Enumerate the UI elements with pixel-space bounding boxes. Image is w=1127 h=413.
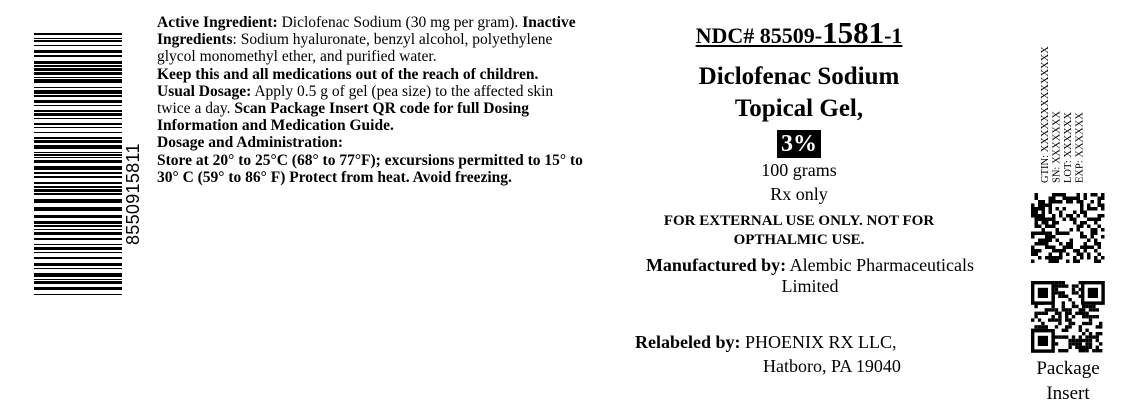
usual-dosage-label: Usual Dosage: <box>157 82 252 100</box>
active-ingredient-label: Active Ingredient: <box>157 14 278 31</box>
inactive-ingredients-label: Inactive Ingredients <box>157 14 576 49</box>
relabeler: Relabeled by: PHOENIX RX LLC, Hatboro, PA 19040 <box>635 332 901 376</box>
label-info-column <box>157 14 589 186</box>
package-insert-label: Package Insert <box>1036 358 1100 404</box>
scan-insert-text: Scan Package Insert QR code for full Dosing Information and Medication Guide. <box>157 100 529 135</box>
package-insert-qr-code <box>1031 281 1105 353</box>
datamatrix-code <box>1031 193 1105 263</box>
administration-heading: Dosage and Administration: <box>157 134 344 152</box>
strength-badge: 3% <box>777 130 821 158</box>
serialization-info <box>1040 5 1088 183</box>
lot-text: LOT: XXXXXX <box>1063 112 1074 183</box>
expiry-text: EXP: XXXXXX <box>1074 112 1086 183</box>
inactive-ingredients-text: : Sodium hyaluronate, benzyl alcohol, polyethylene glycol monomethyl ether, and purified water. <box>157 31 553 66</box>
ingredients-paragraph <box>157 14 589 66</box>
usual-dosage-paragraph <box>157 83 589 135</box>
usual-dosage-text: Apply 0.5 g of gel (pea size) to the affected skin twice a day. <box>157 82 554 118</box>
serial-number-text: SN: XXXXXXX <box>1051 110 1063 183</box>
barcode <box>34 33 122 299</box>
rx-only: Rx only <box>770 184 828 204</box>
quantity: 100 grams <box>761 160 837 180</box>
external-use-warning: FOR EXTERNAL USE ONLY. NOT FOR OPTHALMIC USE. <box>663 213 935 248</box>
drug-name: Diclofenac Sodium Topical Gel, <box>698 63 900 122</box>
ndc-number: NDC# 85509-1581-1 <box>695 15 903 50</box>
manufacturer: Manufactured by: Alembic Pharmaceuticals Limited <box>645 255 975 296</box>
barcode-digits: 8550915811 <box>123 143 143 245</box>
ndc-product-code: 1581 <box>822 15 885 50</box>
active-ingredient-text: Diclofenac Sodium (30 mg per gram). <box>277 14 519 31</box>
gtin-text: GTIN: XXXXXXXXXXXXXX <box>1040 46 1051 183</box>
keep-out-of-reach-warning: Keep this and all medications out of the reach of children. <box>157 65 539 83</box>
product-info-column <box>605 15 993 297</box>
storage-instructions: Store at 20° to 25°C (68° to 77°F); excursions permitted to 15° to 30° C (59° to 86° F) Protect from heat. Avoid freezing. <box>157 151 583 186</box>
